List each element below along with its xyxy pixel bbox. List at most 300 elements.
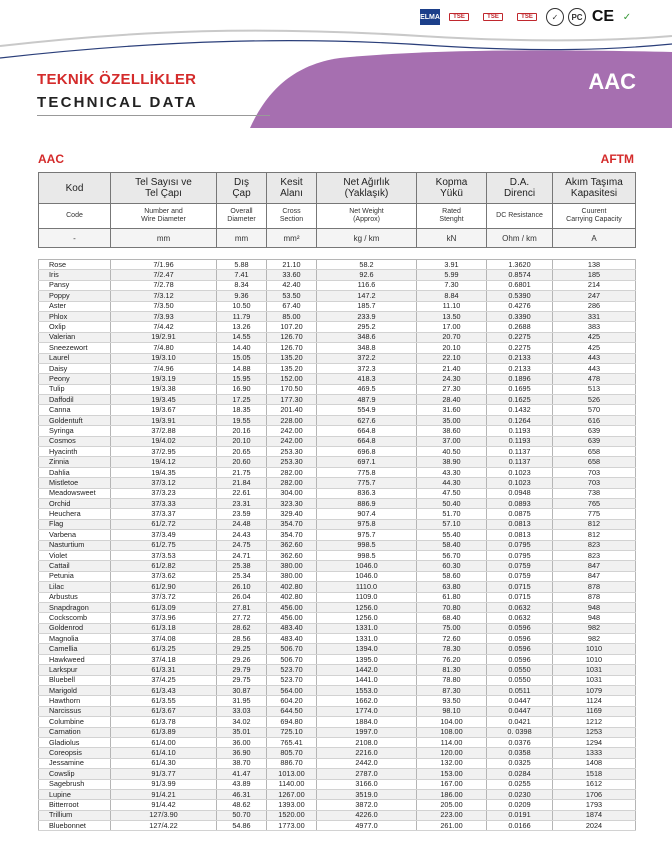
header-cell-en: DC Resistance	[487, 204, 553, 229]
row-value-cell: 233.9	[317, 311, 417, 321]
table-row	[39, 706, 636, 716]
row-value-cell: 0.3390	[487, 311, 553, 321]
table-row	[39, 405, 636, 415]
row-value-cell: 1124	[553, 696, 636, 706]
row-value-cell: 1518	[553, 769, 636, 779]
row-value-cell: 20.10	[417, 343, 487, 353]
row-value-cell: 1408	[553, 758, 636, 768]
row-value-cell: 61/3.09	[111, 602, 217, 612]
table-row	[39, 654, 636, 664]
header-cell-units: mm²	[267, 229, 317, 248]
row-value-cell: 948	[553, 602, 636, 612]
row-value-cell: 2108.0	[317, 737, 417, 747]
row-value-cell: 3872.0	[317, 800, 417, 810]
row-value-cell: 775	[553, 509, 636, 519]
row-value-cell: 380.00	[267, 571, 317, 581]
row-value-cell: 3.91	[417, 260, 487, 270]
row-value-cell: 135.20	[267, 363, 317, 373]
row-value-cell: 61/4.30	[111, 758, 217, 768]
table-row	[39, 540, 636, 550]
table-row	[39, 270, 636, 280]
header-cell-en: Code	[39, 204, 111, 229]
row-code-cell: Varbena	[39, 530, 111, 540]
header-cell-en: Rated Stenght	[417, 204, 487, 229]
row-value-cell: 24.30	[417, 374, 487, 384]
row-value-cell: 75.00	[417, 623, 487, 633]
table-row	[39, 582, 636, 592]
row-value-cell: 61/3.31	[111, 665, 217, 675]
table-row	[39, 322, 636, 332]
row-value-cell: 627.6	[317, 415, 417, 425]
row-value-cell: 21.84	[217, 478, 267, 488]
table-row	[39, 530, 636, 540]
row-value-cell: 67.40	[267, 301, 317, 311]
row-value-cell: 696.8	[317, 447, 417, 457]
row-value-cell: 487.9	[317, 395, 417, 405]
row-value-cell: 998.5	[317, 540, 417, 550]
row-value-cell: 16.90	[217, 384, 267, 394]
table-label-left: AAC	[38, 152, 64, 166]
row-value-cell: 0.2275	[487, 332, 553, 342]
row-value-cell: 1253	[553, 727, 636, 737]
row-value-cell: 7/1.96	[111, 260, 217, 270]
row-value-cell: 823	[553, 550, 636, 560]
row-value-cell: 61/2.72	[111, 519, 217, 529]
row-value-cell: 523.70	[267, 665, 317, 675]
row-value-cell: 147.2	[317, 291, 417, 301]
row-value-cell: 1331.0	[317, 634, 417, 644]
row-value-cell: 138	[553, 260, 636, 270]
row-value-cell: 61/3.55	[111, 696, 217, 706]
row-value-cell: 402.80	[267, 592, 317, 602]
row-value-cell: 19/4.02	[111, 436, 217, 446]
row-value-cell: 329.40	[267, 509, 317, 519]
data-table	[38, 259, 636, 831]
table-row	[39, 592, 636, 602]
row-value-cell: 11.10	[417, 301, 487, 311]
row-value-cell: 5.88	[217, 260, 267, 270]
row-value-cell: 4977.0	[317, 821, 417, 831]
row-value-cell: 24.43	[217, 530, 267, 540]
row-value-cell: 0.1193	[487, 426, 553, 436]
row-value-cell: 27.30	[417, 384, 487, 394]
row-value-cell: 564.00	[267, 686, 317, 696]
table-row	[39, 686, 636, 696]
row-value-cell: 54.86	[217, 821, 267, 831]
row-value-cell: 1031	[553, 665, 636, 675]
row-code-cell: Rose	[39, 260, 111, 270]
row-code-cell: Magnolia	[39, 634, 111, 644]
table-row	[39, 384, 636, 394]
header-cell-en: Overall Diameter	[217, 204, 267, 229]
row-value-cell: 7/3.93	[111, 311, 217, 321]
row-code-cell: Laurel	[39, 353, 111, 363]
row-value-cell: 228.00	[267, 415, 317, 425]
row-value-cell: 33.03	[217, 706, 267, 716]
row-value-cell: 0.0715	[487, 582, 553, 592]
table-row	[39, 343, 636, 353]
row-value-cell: 61/2.75	[111, 540, 217, 550]
row-code-cell: Narcissus	[39, 706, 111, 716]
row-code-cell: Canna	[39, 405, 111, 415]
header-cell-en: Cuurent Carrying Capacity	[553, 204, 636, 229]
row-value-cell: 975.7	[317, 530, 417, 540]
table-row	[39, 509, 636, 519]
row-value-cell: 3166.0	[317, 779, 417, 789]
row-value-cell: 812	[553, 530, 636, 540]
row-value-cell: 304.00	[267, 488, 317, 498]
row-code-cell: Columbine	[39, 717, 111, 727]
row-value-cell: 27.81	[217, 602, 267, 612]
row-value-cell: 20.65	[217, 447, 267, 457]
table-row	[39, 291, 636, 301]
row-value-cell: 513	[553, 384, 636, 394]
header-cell-units: kN	[417, 229, 487, 248]
row-value-cell: 775.8	[317, 467, 417, 477]
row-value-cell: 55.40	[417, 530, 487, 540]
row-value-cell: 1793	[553, 800, 636, 810]
table-row	[39, 665, 636, 675]
table-row	[39, 311, 636, 321]
table-row	[39, 260, 636, 270]
row-value-cell: 108.00	[417, 727, 487, 737]
tse-diamond-icon: TSE	[512, 9, 542, 25]
row-code-cell: Aster	[39, 301, 111, 311]
row-value-cell: 104.00	[417, 717, 487, 727]
row-value-cell: 43.30	[417, 467, 487, 477]
banner-swoosh-gray	[0, 31, 672, 46]
row-value-cell: 0.0325	[487, 758, 553, 768]
row-value-cell: 0.6801	[487, 280, 553, 290]
row-value-cell: 456.00	[267, 602, 317, 612]
row-value-cell: 282.00	[267, 467, 317, 477]
row-value-cell: 20.16	[217, 426, 267, 436]
row-value-cell: 456.00	[267, 613, 317, 623]
table-row	[39, 395, 636, 405]
row-code-cell: Violet	[39, 550, 111, 560]
row-value-cell: 61/3.67	[111, 706, 217, 716]
row-value-cell: 886.70	[267, 758, 317, 768]
row-value-cell: 91/3.77	[111, 769, 217, 779]
header-cell-en: Number and Wire Diameter	[111, 204, 217, 229]
row-value-cell: 114.00	[417, 737, 487, 747]
row-value-cell: 37/2.95	[111, 447, 217, 457]
row-value-cell: 43.89	[217, 779, 267, 789]
row-code-cell: Petunia	[39, 571, 111, 581]
row-value-cell: 0.0813	[487, 519, 553, 529]
row-value-cell: 0.0447	[487, 706, 553, 716]
row-code-cell: Sneezewort	[39, 343, 111, 353]
row-value-cell: 295.2	[317, 322, 417, 332]
row-code-cell: Snapdragon	[39, 602, 111, 612]
row-value-cell: 0.0447	[487, 696, 553, 706]
row-code-cell: Nasturtium	[39, 540, 111, 550]
row-value-cell: 25.38	[217, 561, 267, 571]
row-code-cell: Peony	[39, 374, 111, 384]
header-cell-tr: Akım Taşıma Kapasitesi	[553, 173, 636, 204]
row-value-cell: 948	[553, 613, 636, 623]
row-code-cell: Phlox	[39, 311, 111, 321]
row-value-cell: 61/3.43	[111, 686, 217, 696]
row-code-cell: Arbustus	[39, 592, 111, 602]
row-value-cell: 78.80	[417, 675, 487, 685]
row-value-cell: 765.41	[267, 737, 317, 747]
row-value-cell: 19/3.45	[111, 395, 217, 405]
row-value-cell: 58.60	[417, 571, 487, 581]
row-code-cell: Bluebonnet	[39, 821, 111, 831]
table-row	[39, 810, 636, 820]
header-row-units	[39, 229, 636, 248]
row-value-cell: 1333	[553, 748, 636, 758]
row-value-cell: 37/3.49	[111, 530, 217, 540]
row-value-cell: 0.0596	[487, 634, 553, 644]
row-value-cell: 523.70	[267, 675, 317, 685]
row-code-cell: Lupine	[39, 789, 111, 799]
row-value-cell: 91/4.42	[111, 800, 217, 810]
row-value-cell: 1331.0	[317, 623, 417, 633]
row-value-cell: 644.50	[267, 706, 317, 716]
row-value-cell: 0.2275	[487, 343, 553, 353]
row-value-cell: 14.88	[217, 363, 267, 373]
row-value-cell: 35.01	[217, 727, 267, 737]
row-value-cell: 0.0550	[487, 665, 553, 675]
header-cell-tr: Dış Çap	[217, 173, 267, 204]
row-value-cell: 37/3.23	[111, 488, 217, 498]
table-row	[39, 488, 636, 498]
row-value-cell: 29.75	[217, 675, 267, 685]
row-value-cell: 37/3.37	[111, 509, 217, 519]
row-value-cell: 0.0596	[487, 644, 553, 654]
row-value-cell: 61/4.00	[111, 737, 217, 747]
row-value-cell: 253.30	[267, 457, 317, 467]
row-value-cell: 354.70	[267, 530, 317, 540]
row-value-cell: 15.05	[217, 353, 267, 363]
row-value-cell: 116.6	[317, 280, 417, 290]
table-row	[39, 769, 636, 779]
pc-mark-icon: PC	[568, 8, 586, 26]
header-cell-units: kg / km	[317, 229, 417, 248]
row-value-cell: 33.60	[267, 270, 317, 280]
header-cell-tr: Kesit Alanı	[267, 173, 317, 204]
row-value-cell: 362.60	[267, 540, 317, 550]
row-value-cell: 1212	[553, 717, 636, 727]
row-code-cell: Orchid	[39, 498, 111, 508]
row-value-cell: 61/2.90	[111, 582, 217, 592]
row-value-cell: 87.30	[417, 686, 487, 696]
row-value-cell: 998.5	[317, 550, 417, 560]
table-row	[39, 634, 636, 644]
row-value-cell: 126.70	[267, 343, 317, 353]
row-value-cell: 242.00	[267, 436, 317, 446]
row-value-cell: 1013.00	[267, 769, 317, 779]
page-title-english: TECHNICAL DATA	[37, 94, 198, 111]
row-value-cell: 1662.0	[317, 696, 417, 706]
row-value-cell: 1706	[553, 789, 636, 799]
row-value-cell: 372.2	[317, 353, 417, 363]
row-code-cell: Marigold	[39, 686, 111, 696]
row-value-cell: 35.00	[417, 415, 487, 425]
row-value-cell: 282.00	[267, 478, 317, 488]
row-value-cell: 132.00	[417, 758, 487, 768]
row-value-cell: 658	[553, 447, 636, 457]
row-value-cell: 982	[553, 634, 636, 644]
row-value-cell: 26.10	[217, 582, 267, 592]
table-row	[39, 821, 636, 831]
row-value-cell: 37/3.72	[111, 592, 217, 602]
row-value-cell: 29.79	[217, 665, 267, 675]
row-value-cell: 469.5	[317, 384, 417, 394]
row-value-cell: 1256.0	[317, 602, 417, 612]
row-value-cell: 478	[553, 374, 636, 384]
header-row-turkish	[39, 173, 636, 204]
row-value-cell: 443	[553, 353, 636, 363]
row-value-cell: 0.0166	[487, 821, 553, 831]
row-value-cell: 0.0759	[487, 571, 553, 581]
row-value-cell: 223.00	[417, 810, 487, 820]
row-value-cell: 703	[553, 467, 636, 477]
check-circle-icon: ✓	[546, 8, 564, 26]
row-value-cell: 664.8	[317, 436, 417, 446]
row-code-cell: Daffodil	[39, 395, 111, 405]
row-value-cell: 0.1432	[487, 405, 553, 415]
row-value-cell: 13.50	[417, 311, 487, 321]
row-value-cell: 17.25	[217, 395, 267, 405]
row-value-cell: 1031	[553, 675, 636, 685]
row-value-cell: 2787.0	[317, 769, 417, 779]
row-value-cell: 61/2.82	[111, 561, 217, 571]
row-code-cell: Cowslip	[39, 769, 111, 779]
row-value-cell: 765	[553, 498, 636, 508]
row-value-cell: 37/3.62	[111, 571, 217, 581]
row-value-cell: 0.1023	[487, 467, 553, 477]
row-value-cell: 37.00	[417, 436, 487, 446]
row-value-cell: 847	[553, 571, 636, 581]
row-value-cell: 31.95	[217, 696, 267, 706]
row-value-cell: 19/2.91	[111, 332, 217, 342]
table-row	[39, 353, 636, 363]
row-value-cell: 24.71	[217, 550, 267, 560]
row-value-cell: 0.0511	[487, 686, 553, 696]
row-code-cell: Cockscomb	[39, 613, 111, 623]
row-value-cell: 0.0795	[487, 550, 553, 560]
row-value-cell: 0.0255	[487, 779, 553, 789]
table-label-right: AFTM	[600, 152, 634, 166]
row-value-cell: 348.8	[317, 343, 417, 353]
row-code-cell: Heuchera	[39, 509, 111, 519]
table-row	[39, 436, 636, 446]
row-code-cell: Bluebell	[39, 675, 111, 685]
row-value-cell: 658	[553, 457, 636, 467]
header-cell-tr: Kopma Yükü	[417, 173, 487, 204]
table-row	[39, 550, 636, 560]
row-value-cell: 50.40	[417, 498, 487, 508]
row-code-cell: Daisy	[39, 363, 111, 373]
row-value-cell: 37/3.53	[111, 550, 217, 560]
row-value-cell: 21.75	[217, 467, 267, 477]
row-value-cell: 93.50	[417, 696, 487, 706]
row-value-cell: 805.70	[267, 748, 317, 758]
row-value-cell: 7/2.78	[111, 280, 217, 290]
row-value-cell: 9.36	[217, 291, 267, 301]
row-value-cell: 37/4.25	[111, 675, 217, 685]
row-value-cell: 20.70	[417, 332, 487, 342]
row-value-cell: 0.0632	[487, 602, 553, 612]
row-value-cell: 0.5390	[487, 291, 553, 301]
table-row	[39, 301, 636, 311]
row-value-cell: 27.72	[217, 613, 267, 623]
row-value-cell: 19/3.38	[111, 384, 217, 394]
row-value-cell: 7/4.42	[111, 322, 217, 332]
row-value-cell: 53.50	[267, 291, 317, 301]
row-value-cell: 61/4.10	[111, 748, 217, 758]
row-value-cell: 0.0875	[487, 509, 553, 519]
row-value-cell: 72.60	[417, 634, 487, 644]
row-code-cell: Cattail	[39, 561, 111, 571]
row-code-cell: Lilac	[39, 582, 111, 592]
row-value-cell: 81.30	[417, 665, 487, 675]
row-value-cell: 0.0893	[487, 498, 553, 508]
row-value-cell: 24.48	[217, 519, 267, 529]
row-value-cell: 554.9	[317, 405, 417, 415]
certification-logos	[415, 8, 634, 26]
row-code-cell: Gladiolus	[39, 737, 111, 747]
row-value-cell: 42.40	[267, 280, 317, 290]
row-value-cell: 1773.00	[267, 821, 317, 831]
row-value-cell: 120.00	[417, 748, 487, 758]
row-value-cell: 60.30	[417, 561, 487, 571]
row-value-cell: 506.70	[267, 644, 317, 654]
table-row	[39, 748, 636, 758]
table-row	[39, 363, 636, 373]
header-cell-tr: Kod	[39, 173, 111, 204]
row-value-cell: 68.40	[417, 613, 487, 623]
row-code-cell: Poppy	[39, 291, 111, 301]
row-value-cell: 975.8	[317, 519, 417, 529]
row-value-cell: 1612	[553, 779, 636, 789]
row-value-cell: 383	[553, 322, 636, 332]
row-value-cell: 61/3.25	[111, 644, 217, 654]
table-row	[39, 737, 636, 747]
row-value-cell: 0.0596	[487, 623, 553, 633]
row-value-cell: 29.25	[217, 644, 267, 654]
row-value-cell: 61/3.18	[111, 623, 217, 633]
row-code-cell: Cosmos	[39, 436, 111, 446]
row-value-cell: 2216.0	[317, 748, 417, 758]
table-row	[39, 415, 636, 425]
row-value-cell: 703	[553, 478, 636, 488]
table-row	[39, 519, 636, 529]
row-value-cell: 0.0191	[487, 810, 553, 820]
row-value-cell: 2442.0	[317, 758, 417, 768]
row-value-cell: 61/3.78	[111, 717, 217, 727]
row-value-cell: 29.26	[217, 654, 267, 664]
row-value-cell: 26.04	[217, 592, 267, 602]
row-value-cell: 8.84	[417, 291, 487, 301]
row-code-cell: Carnation	[39, 727, 111, 737]
row-value-cell: 0.1264	[487, 415, 553, 425]
row-value-cell: 836.3	[317, 488, 417, 498]
row-value-cell: 19/3.67	[111, 405, 217, 415]
row-value-cell: 1395.0	[317, 654, 417, 664]
row-value-cell: 1884.0	[317, 717, 417, 727]
table-row	[39, 447, 636, 457]
row-value-cell: 982	[553, 623, 636, 633]
table-row	[39, 457, 636, 467]
row-value-cell: 323.30	[267, 498, 317, 508]
row-value-cell: 247	[553, 291, 636, 301]
row-value-cell: 354.70	[267, 519, 317, 529]
row-value-cell: 186.00	[417, 789, 487, 799]
